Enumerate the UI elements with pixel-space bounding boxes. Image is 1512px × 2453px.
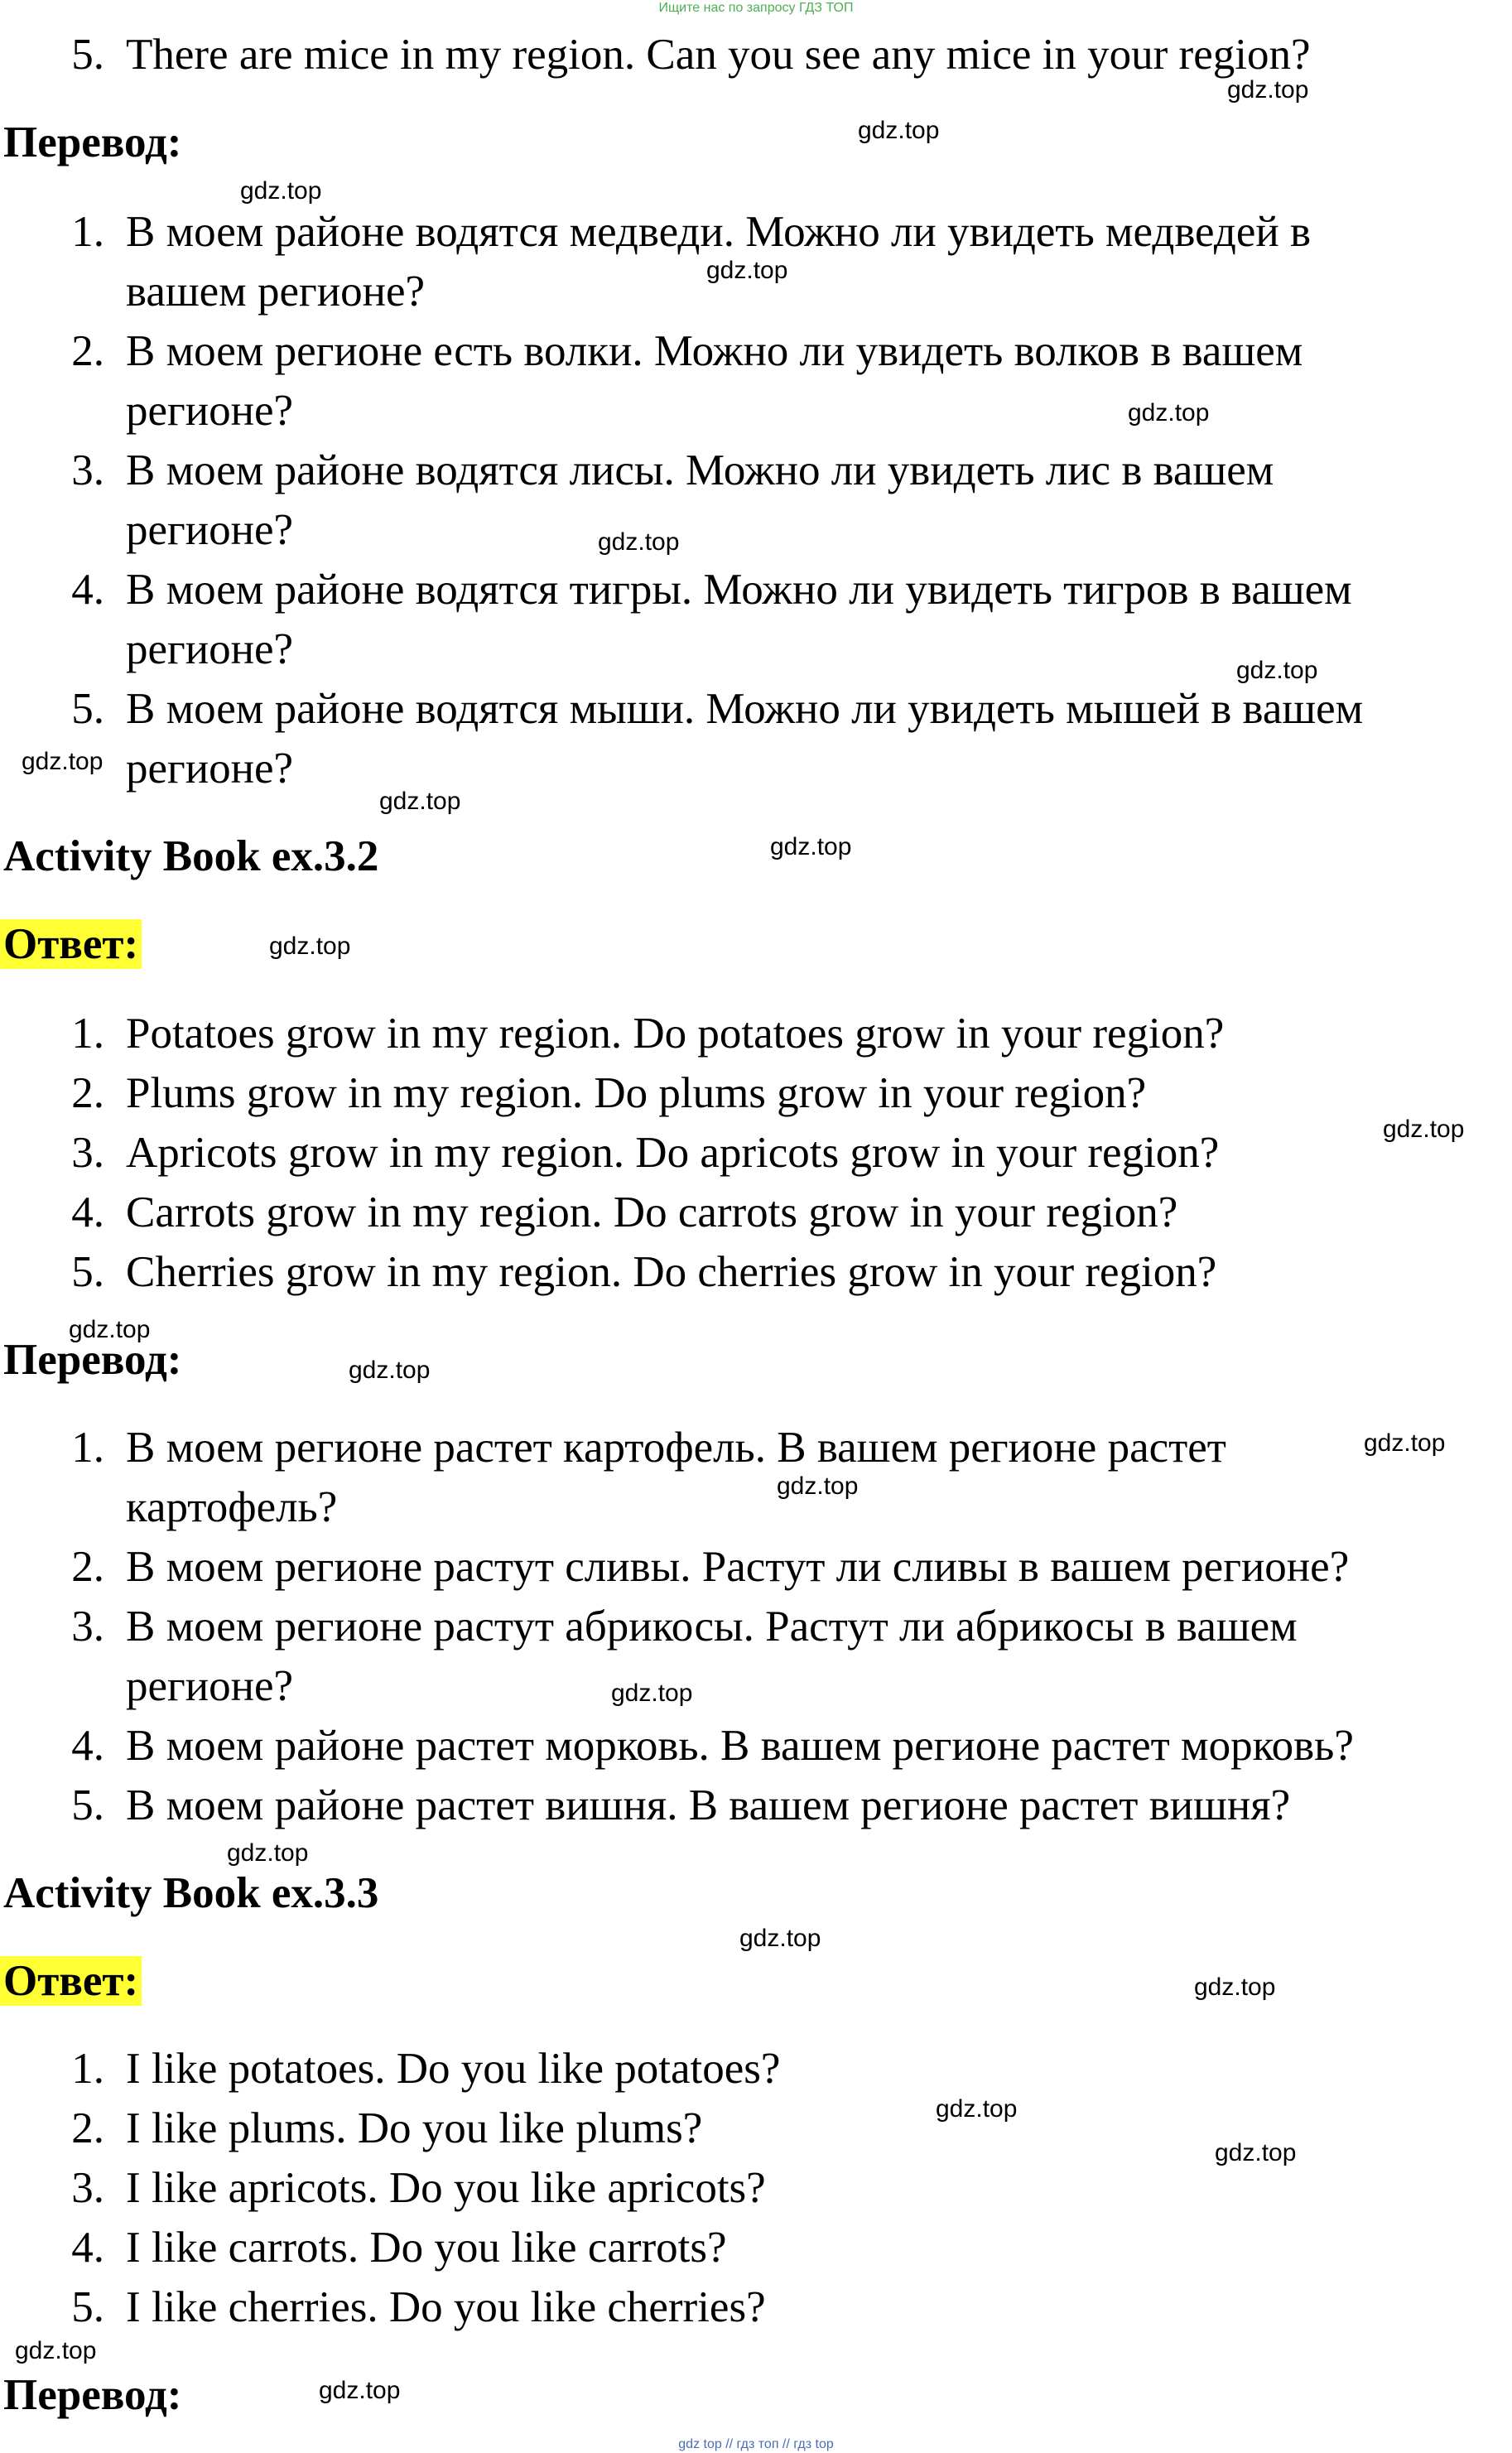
list-number: 1. bbox=[71, 1010, 104, 1058]
watermark: gdz.top bbox=[1227, 76, 1309, 104]
list-number: 2. bbox=[71, 2104, 104, 2152]
list-item: В моем районе водятся тигры. Можно ли увидеть тигров в вашем bbox=[126, 566, 1352, 614]
watermark: gdz.top bbox=[1194, 1973, 1276, 2001]
list-item: Carrots grow in my region. Do carrots grow in your region? bbox=[126, 1188, 1178, 1236]
list-item: В моем районе растет морковь. В вашем регионе растет морковь? bbox=[126, 1722, 1354, 1770]
list-number: 3. bbox=[71, 2164, 104, 2212]
list-item: В моем районе водятся медведи. Можно ли увидеть медведей в bbox=[126, 208, 1311, 256]
watermark: gdz.top bbox=[240, 177, 322, 205]
watermark: gdz.top bbox=[1128, 399, 1210, 427]
list-number: 3. bbox=[71, 446, 104, 494]
list-item: Apricots grow in my region. Do apricots grow in your region? bbox=[126, 1129, 1220, 1177]
watermark: gdz.top bbox=[598, 528, 680, 556]
answer-label: Ответ: bbox=[0, 1956, 142, 2006]
list-number: 5. bbox=[71, 685, 104, 733]
list-item-continuation: регионе? bbox=[126, 387, 294, 435]
list-item: There are mice in my region. Can you see any mice in your region? bbox=[126, 31, 1311, 79]
watermark: gdz.top bbox=[1215, 2139, 1297, 2166]
list-number: 4. bbox=[71, 566, 104, 614]
list-item-continuation: вашем регионе? bbox=[126, 267, 426, 316]
list-item-continuation: регионе? bbox=[126, 745, 294, 793]
list-item: Potatoes grow in my region. Do potatoes grow in your region? bbox=[126, 1010, 1225, 1058]
list-item: В моем регионе растет картофель. В вашем регионе растет bbox=[126, 1424, 1226, 1472]
list-number: 4. bbox=[71, 1722, 104, 1770]
watermark: gdz.top bbox=[706, 257, 788, 284]
list-number: 5. bbox=[71, 2283, 104, 2331]
list-item-continuation: регионе? bbox=[126, 625, 294, 673]
answer-label: Ответ: bbox=[0, 919, 142, 969]
list-item: Cherries grow in my region. Do cherries grow in your region? bbox=[126, 1248, 1217, 1296]
section-title: Activity Book ex.3.3 bbox=[3, 1869, 379, 1917]
list-item: I like carrots. Do you like carrots? bbox=[126, 2224, 727, 2272]
watermark: gdz.top bbox=[319, 2377, 401, 2404]
watermark: gdz.top bbox=[227, 1839, 309, 1867]
top-banner: Ищите нас по запросу ГДЗ ТОП bbox=[658, 1, 854, 15]
list-item: I like potatoes. Do you like potatoes? bbox=[126, 2045, 781, 2093]
watermark: gdz.top bbox=[379, 788, 461, 815]
translation-heading: Перевод: bbox=[3, 118, 182, 166]
list-item: В моем районе растет вишня. В вашем регионе растет вишня? bbox=[126, 1781, 1291, 1829]
watermark: gdz.top bbox=[936, 2095, 1018, 2123]
list-number: 4. bbox=[71, 2224, 104, 2272]
list-number: 1. bbox=[71, 208, 104, 256]
list-number: 5. bbox=[71, 31, 104, 79]
list-item: I like plums. Do you like plums? bbox=[126, 2104, 703, 2152]
list-item: I like apricots. Do you like apricots? bbox=[126, 2164, 766, 2212]
watermark: gdz.top bbox=[858, 117, 940, 144]
list-item: В моем регионе растут абрикосы. Растут ли абрикосы в вашем bbox=[126, 1602, 1298, 1651]
list-item-continuation: регионе? bbox=[126, 1662, 294, 1710]
section-title: Activity Book ex.3.2 bbox=[3, 832, 379, 880]
list-number: 4. bbox=[71, 1188, 104, 1236]
watermark: gdz.top bbox=[1364, 1429, 1446, 1457]
list-item: Plums grow in my region. Do plums grow in your region? bbox=[126, 1069, 1147, 1117]
translation-heading: Перевод: bbox=[3, 2371, 182, 2419]
watermark: gdz.top bbox=[15, 2337, 97, 2364]
translation-heading: Перевод: bbox=[3, 1336, 182, 1384]
list-item-continuation: картофель? bbox=[126, 1483, 338, 1531]
watermark: gdz.top bbox=[22, 748, 104, 775]
list-number: 1. bbox=[71, 1424, 104, 1472]
list-item-continuation: регионе? bbox=[126, 506, 294, 554]
watermark: gdz.top bbox=[1383, 1116, 1465, 1143]
list-number: 2. bbox=[71, 327, 104, 375]
watermark: gdz.top bbox=[770, 833, 852, 860]
watermark: gdz.top bbox=[69, 1316, 151, 1343]
list-number: 2. bbox=[71, 1069, 104, 1117]
list-number: 5. bbox=[71, 1781, 104, 1829]
list-number: 3. bbox=[71, 1602, 104, 1651]
watermark: gdz.top bbox=[611, 1680, 693, 1707]
watermark: gdz.top bbox=[269, 933, 351, 960]
list-item: В моем районе водятся мыши. Можно ли увидеть мышей в вашем bbox=[126, 685, 1364, 733]
list-item: I like cherries. Do you like cherries? bbox=[126, 2283, 766, 2331]
list-number: 3. bbox=[71, 1129, 104, 1177]
list-item: В моем регионе растут сливы. Растут ли сливы в вашем регионе? bbox=[126, 1543, 1350, 1591]
watermark: gdz.top bbox=[1236, 657, 1318, 684]
bottom-banner: gdz top // гдз топ // гдз top bbox=[678, 2437, 834, 2451]
list-item: В моем регионе есть волки. Можно ли увидеть волков в вашем bbox=[126, 327, 1303, 375]
list-number: 5. bbox=[71, 1248, 104, 1296]
list-number: 1. bbox=[71, 2045, 104, 2093]
list-number: 2. bbox=[71, 1543, 104, 1591]
watermark: gdz.top bbox=[739, 1925, 821, 1952]
watermark: gdz.top bbox=[349, 1357, 431, 1384]
watermark: gdz.top bbox=[777, 1472, 859, 1500]
list-item: В моем районе водятся лисы. Можно ли увидеть лис в вашем bbox=[126, 446, 1274, 494]
